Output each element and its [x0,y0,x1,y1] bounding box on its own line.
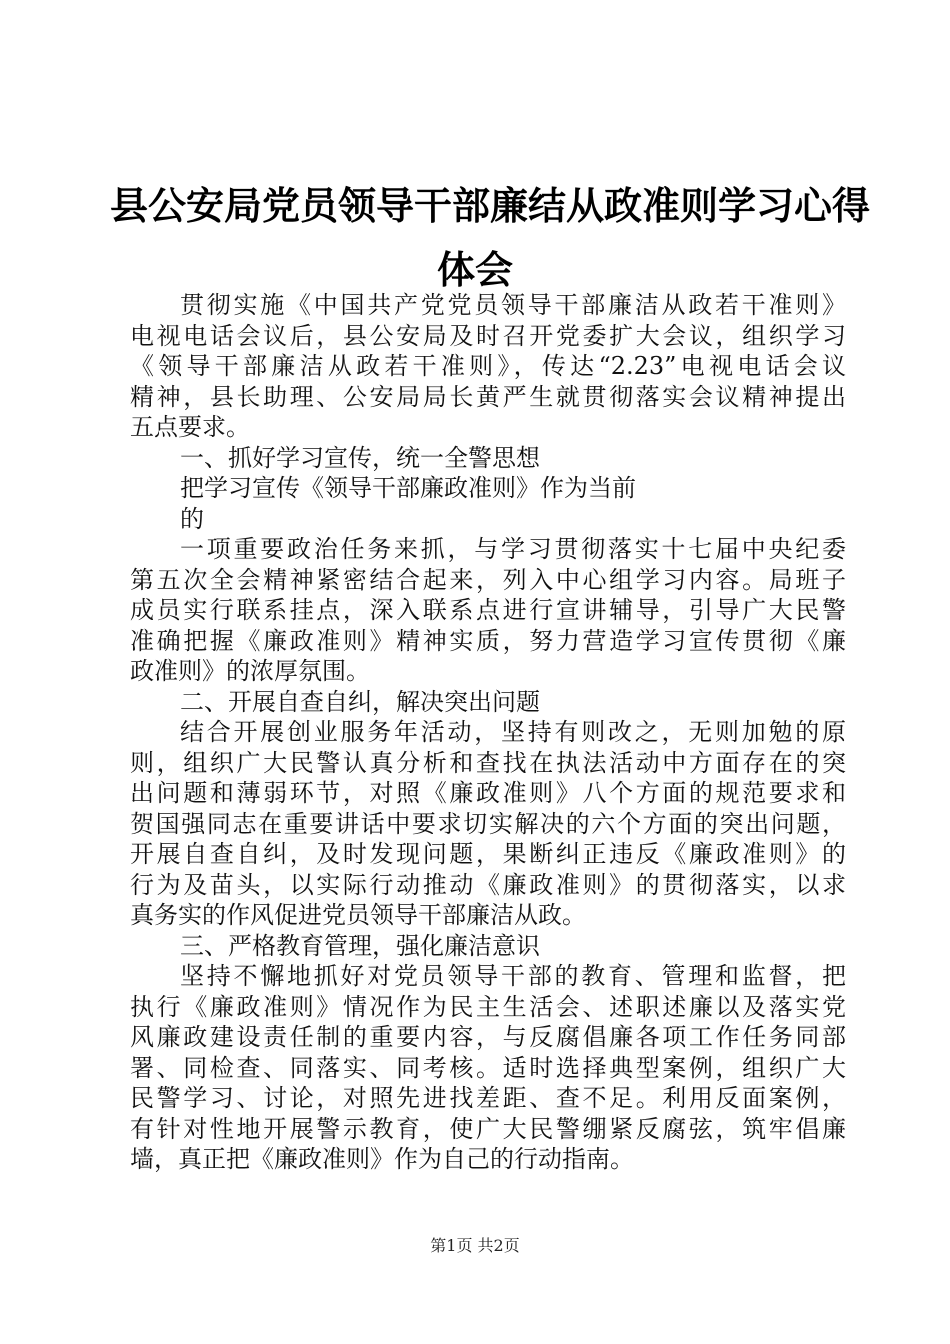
body-text-line: 有针对性地开展警示教育，使广大民警绷紧反腐弦，筑牢倡廉 [130,1114,846,1143]
document-body [130,290,846,1175]
body-text-line: 真务实的作风促进党员领导干部廉洁从政。 [130,901,586,929]
body-text-line: 准确把握《廉政准则》精神实质，努力营造学习宣传贯彻《廉 [130,626,846,655]
body-text-line: 《领导干部廉洁从政若干准则》，传达“2.23”电视电话会议 [130,352,846,380]
body-text-line: 精神，县长助理、公安局局长黄严生就贯彻落实会议精神提出 [130,382,846,411]
document-title-line-2: 体会 [436,248,513,292]
body-text-line: 五点要求。 [130,413,250,441]
body-text-line: 墙，真正把《廉政准则》作为自己的行动指南。 [130,1145,634,1173]
body-text-line: 贺国强同志在重要讲话中要求切实解决的六个方面的突出问题， [130,809,846,838]
body-text-line: 则，组织广大民警认真分析和查找在执法活动中方面存在的突 [130,748,846,777]
body-text-line: 行为及苗头，以实际行动推动《廉政准则》的贯彻落实，以求 [130,870,846,899]
body-text-line: 出问题和薄弱环节，对照《廉政准则》八个方面的规范要求和 [130,779,846,807]
body-text-line: 把学习宣传《领导干部廉政准则》作为当前 [180,474,636,502]
body-text-line: 一、抓好学习宣传，统一全警思想 [180,443,540,472]
body-text-line: 开展自查自纠，及时发现问题，果断纠正违反《廉政准则》的 [130,840,846,868]
body-text-line: 执行《廉政准则》情况作为民主生活会、述职述廉以及落实党 [130,992,846,1021]
body-text-line: 的 [180,504,204,533]
body-text-line: 二、开展自查自纠，解决突出问题 [180,687,540,716]
body-text-line: 一项重要政治任务来抓，与学习贯彻落实十七届中央纪委 [180,535,846,563]
body-text-line: 坚持不懈地抓好对党员领导干部的教育、管理和监督，把 [180,962,846,990]
body-text-line: 政准则》的浓厚氛围。 [130,657,370,685]
body-text-line: 第五次全会精神紧密结合起来，列入中心组学习内容。局班子 [130,565,846,594]
document-title-line-1: 县公安局党员领导干部廉结从政准则学习心得 [110,184,871,228]
body-text-line: 风廉政建设责任制的重要内容，与反腐倡廉各项工作任务同部 [130,1023,846,1051]
body-text-line: 成员实行联系挂点，深入联系点进行宣讲辅导，引导广大民警 [130,596,846,624]
body-text-line: 民警学习、讨论，对照先进找差距、查不足。利用反面案例， [130,1084,846,1112]
body-text-line: 三、严格教育管理，强化廉洁意识 [180,931,540,960]
body-text-line: 署、同检查、同落实、同考核。适时选择典型案例，组织广大 [130,1053,846,1082]
body-text-line: 结合开展创业服务年活动，坚持有则改之，无则加勉的原 [180,718,846,746]
body-text-line: 电视电话会议后，县公安局及时召开党委扩大会议，组织学习 [130,321,846,350]
page-footer: 第1页 共2页 [430,1236,520,1255]
body-text-line: 贯彻实施《中国共产党党员领导干部廉洁从政若干准则》 [180,291,846,319]
